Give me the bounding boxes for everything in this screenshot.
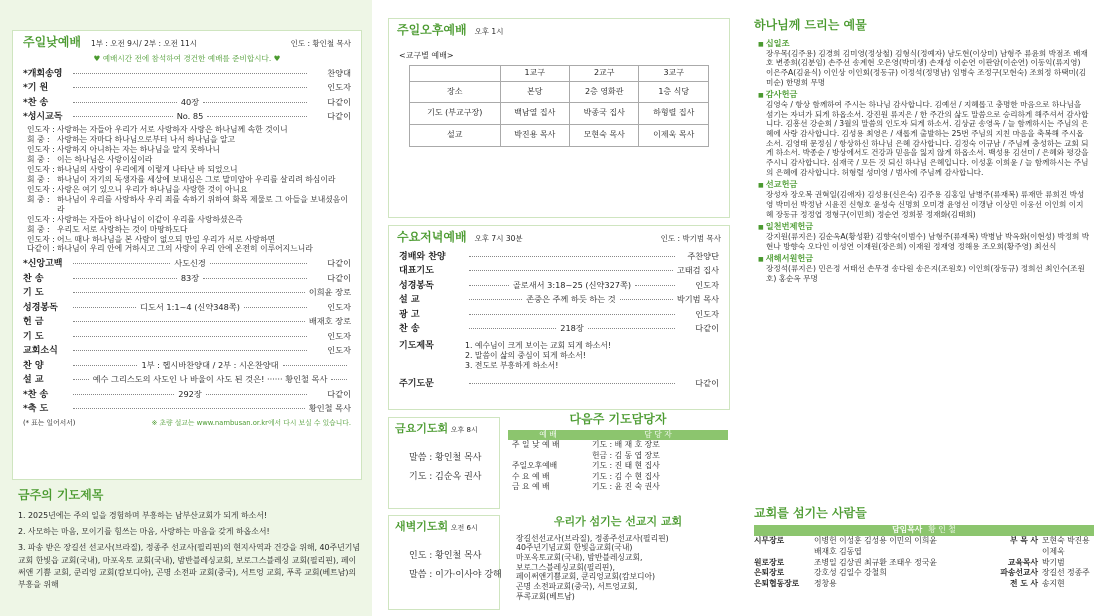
leader-dots xyxy=(73,365,137,366)
order-label: 헌 금 xyxy=(23,317,44,328)
wednesday-time: 오후 7시 30분 xyxy=(474,234,523,243)
leader-dots xyxy=(588,328,675,329)
server-names: 정창용 xyxy=(814,579,837,589)
responsive-speaker: 인도자 : xyxy=(27,124,55,134)
leader-dots xyxy=(469,256,675,257)
next-week-row xyxy=(508,440,728,451)
responsive-text: 어느 때나 하나님을 본 사람이 없으되 만일 우리가 서로 사랑하면 xyxy=(57,234,276,244)
server-names-2: 박기범 xyxy=(1042,557,1065,567)
order-label: 설 교 xyxy=(399,295,420,306)
offering-category: ■ 감사헌금 xyxy=(758,89,1090,100)
order-leader: 인도자 xyxy=(327,301,351,312)
table-cell: 박진용 목사 xyxy=(500,125,569,147)
assignment-role: 인도 : xyxy=(409,550,433,561)
prayer-item: 1. 2025년에는 주의 일을 경험하며 부흥하는 남부산교회가 되게 하소서! xyxy=(18,510,268,520)
responsive-speaker: 회 중 : xyxy=(27,194,50,204)
friday-prayer-title: 금요기도회 xyxy=(395,422,449,435)
offerings-title: 하나님께 드리는 예물 xyxy=(754,18,867,32)
order-row xyxy=(23,272,351,287)
table-cell: 하형렬 집사 xyxy=(639,103,709,125)
middle-column xyxy=(380,0,735,616)
wednesday-prayer-item: 2. 말씀이 삶의 중심이 되게 하소서! xyxy=(465,351,586,361)
next-week-cell: 기도 : 김 수 현 집사 xyxy=(592,471,660,481)
order-label: *찬 송 xyxy=(23,97,49,108)
table-cell: 본당 xyxy=(500,81,569,103)
responsive-speaker: 인도자 : xyxy=(27,144,55,154)
leader-dots xyxy=(620,299,673,300)
table-header xyxy=(410,66,501,82)
leader-dots xyxy=(73,379,89,380)
responsive-text: 이는 하나님은 사랑이심이라 xyxy=(57,154,153,164)
assignment-person: 이가·이사야 강해 xyxy=(435,570,502,581)
next-week-cell: 주일오후예배 xyxy=(512,461,558,471)
friday-prayer-time: 오후 8시 xyxy=(450,426,478,434)
server-names-2: 모현숙 박진용 xyxy=(1042,535,1090,545)
offerings-column xyxy=(748,0,1100,616)
morning-leader: 인도 : 황인철 목사 xyxy=(290,39,351,48)
table-row xyxy=(410,125,709,147)
order-leader: 고태검 집사 xyxy=(676,265,719,276)
assignment-person: 황인철 목사 xyxy=(435,452,482,463)
order-row xyxy=(23,315,351,330)
servers-title: 교회를 섬기는 사람들 xyxy=(754,506,867,520)
server-names: 이병헌 이성훈 김성용 이민의 이희윤 xyxy=(814,535,937,545)
assignment-person: 김순옥 권사 xyxy=(435,472,482,483)
server-row xyxy=(754,536,1094,547)
wednesday-worship-title: 수요저녁예배 xyxy=(397,230,467,244)
leader-dots xyxy=(635,285,675,286)
leader-dots xyxy=(283,365,347,366)
leader-dots xyxy=(207,116,307,117)
next-week-box xyxy=(508,412,728,510)
leader-dots xyxy=(469,328,556,329)
responsive-line xyxy=(27,155,349,165)
responsive-line xyxy=(27,125,349,135)
server-role-2: 부 목 사 xyxy=(1009,535,1038,545)
next-week-header-cell: 담 당 자 xyxy=(644,429,672,439)
order-label: 대표기도 xyxy=(399,266,434,277)
mission-line: 페이써앤기쁨교회, 쿤리엉교회(캄보디아) xyxy=(516,572,656,582)
responsive-line xyxy=(27,185,349,195)
order-row xyxy=(23,330,351,345)
server-row xyxy=(754,547,1094,558)
district-worship-label: <교구별 예배> xyxy=(399,50,454,60)
responsive-line xyxy=(27,215,349,225)
server-row xyxy=(754,525,1094,536)
server-role: 원로장로 xyxy=(754,557,785,567)
order-leader: 다같이 xyxy=(327,272,352,283)
responsive-speaker: 회 중 : xyxy=(27,224,50,234)
offering-names: 김영숙 / 항상 함께하여 주시는 하나님 감사합니다. 김예선 / 지혜롭고 충명한 마음으로 하나님을 섬기는 자녀가 되게 하옵소서. 강진원 류지은 / 한 주간의 삶도 말씀으로 승리하게 해주셔서 감사합니다. 김흥선 강순희 / 3월의 말씀의 인도자 되게 하소서. 김상균 송영옥 / 늘 함께하시는 주님의 은혜에 사랑 감사합니다. 김성용 최영은 / 새롭게 출발하는 25번 주님의 지친 마음을 축복해 주시옵소서. 김영태 문정심 / 항상하신 하나님 은혜 감사합니다. 김정숙 이규남 / 주님께 충성하는 교회 되게 하소서. 박종순 / 방상에서도 건강과 믿음을 잃지 않게 하옵소서. 백성용 김선미 / 은혜와 평강을 주시니 감사합니다. 심재국 / 모든 것 되신 하나님 은혜입니다. 이성훈 이희윤 / 늘 함께하시는 주님의 은혜에 감사합니다. 허형렬 성미영 / 범사에 주님께 감사합니다. xyxy=(766,100,1089,177)
order-label: *기 원 xyxy=(23,83,49,94)
order-label: 기 도 xyxy=(23,288,44,299)
assignment-line xyxy=(409,566,502,586)
dawn-prayer-time: 오전 6시 xyxy=(450,524,478,532)
order-content: 디도서 1:1~4 (신약348쪽) xyxy=(140,301,240,312)
afternoon-time: 오후 1시 xyxy=(474,27,504,36)
order-label: 설 교 xyxy=(23,375,44,386)
server-role: 시무장로 xyxy=(754,535,785,545)
responsive-line xyxy=(27,195,349,215)
assignment-line xyxy=(409,449,493,469)
responsive-text: 우리도 서로 사랑하는 것이 마땅하도다 xyxy=(57,224,188,234)
responsive-text: 사랑하지 아니하는 자는 하나님을 알지 못하나니 xyxy=(57,144,221,154)
responsive-text: 사랑하는 자들아 하나님이 이같이 우리를 사랑하셨은즉 xyxy=(57,214,243,224)
wednesday-prayer-item: 1. 예수님이 크게 보이는 교회 되게 하소서! xyxy=(465,340,611,350)
leader-dots xyxy=(203,278,307,279)
order-content: 1부 : 헵시바찬양대 / 2부 : 시온찬양대 xyxy=(141,359,279,370)
responsive-text: 하나님이 우리를 사랑하사 우리 죄를 속하기 위하여 화목 제물로 그 아들을 보내셨음이라 xyxy=(57,194,348,214)
responsive-text: 하나님이 우리 안에 거하시고 그의 사랑이 우리 안에 온전히 이루어지느니라 xyxy=(57,244,313,254)
order-label: 광 고 xyxy=(399,309,420,320)
leader-dots xyxy=(73,307,136,308)
next-week-row xyxy=(508,451,728,462)
wednesday-prayer-list xyxy=(465,341,611,372)
responsive-text: 사랑하는 자마다 하나님으로부터 나서 하나님을 알고 xyxy=(57,134,236,144)
leader-dots xyxy=(73,394,174,395)
leader-dots xyxy=(244,307,307,308)
order-leader: 인도자 xyxy=(327,330,351,341)
table-cell: 설교 xyxy=(410,125,501,147)
morning-worship-title: 주일낮예배 xyxy=(23,35,81,49)
mission-line: 40주년기념교회 한빛읍교회(국내) xyxy=(516,543,633,553)
leader-dots xyxy=(469,299,522,300)
offering-names: 장우목(김주용) 김경희 김미영(정상철) 김형식(정예자) 남도현(이상미) 남형주 류윤희 박점조 배재호 변종희(김분임) 손주선 송계현 오은영(박미생) 손재성 이순연 이판암(이순연) 이동익(류지영) 이은주A(김윤식) 이인상 이인회(정동규) 이정석(정명남) 임병숙 조정구(모현숙) 조희정 하택미(김미순) 한명희 무명 xyxy=(766,48,1088,87)
offerings-section xyxy=(754,18,1094,503)
server-role: 은퇴협동장로 xyxy=(754,579,800,589)
server-row xyxy=(754,558,1094,569)
next-week-header xyxy=(508,430,728,440)
order-leader: 배재호 장로 xyxy=(308,316,351,327)
next-week-cell: 기도 : 윤 진 숙 권사 xyxy=(592,482,660,492)
offering-category: ■ 새해서원헌금 xyxy=(758,253,1090,264)
order-row xyxy=(23,286,351,301)
afternoon-worship-title: 주일오후예배 xyxy=(397,23,467,37)
lords-prayer-label: 주기도문 xyxy=(399,378,434,389)
offering-names: 장정석(류지은) 민은정 서태선 손무경 송다원 송은지(조원호) 이인희(장동규) 정희선 최인수(조원호) 홍순옥 무명 xyxy=(766,264,1085,283)
responsive-text: 하나님이 자기의 독생자를 세상에 보내심은 그로 말미암아 우리를 살리려 하심이라 xyxy=(57,174,336,184)
responsive-reading xyxy=(13,125,361,255)
order-content: 83장 xyxy=(180,272,200,283)
friday-prayer-lines xyxy=(389,441,499,489)
leader-dots xyxy=(73,87,307,88)
next-week-cell: 수 요 예 배 xyxy=(512,471,550,481)
server-role-2: 전 도 사 xyxy=(1009,579,1038,589)
order-content: 골로새서 3:18~25 (신약327쪽) xyxy=(512,279,632,290)
order-leader: 이희윤 장로 xyxy=(308,287,351,298)
leader-dots xyxy=(73,321,305,322)
order-label: *개회송영 xyxy=(23,68,63,79)
server-names-2: 장길선 정종주 xyxy=(1042,568,1090,578)
next-week-row xyxy=(508,482,728,493)
sermon-website-note: ※ 초량 설교는 www.nambusan.or.kr에서 다시 보실 수 있습니다. xyxy=(151,418,351,427)
mission-line: 곤명 소전파교회(중국), 서트엉교회, xyxy=(516,582,638,592)
next-week-cell: 기도 : 배 재 호 장로 xyxy=(592,440,660,450)
leader-dots xyxy=(73,336,307,337)
order-leader: 찬양대 xyxy=(327,67,351,78)
weekly-prayer-list xyxy=(18,510,363,592)
order-label: *축 도 xyxy=(23,404,49,415)
offering-category: ■ 선교헌금 xyxy=(758,179,1090,190)
server-names: 황 인 철 xyxy=(928,524,956,534)
order-content: 40장 xyxy=(180,96,200,107)
leader-dots xyxy=(73,278,177,279)
next-week-title: 다음주 기도담당자 xyxy=(569,412,667,426)
order-content: 218장 xyxy=(560,323,584,334)
order-content: 존중은 주께 하듯 하는 것 xyxy=(526,294,616,305)
order-label: 성경봉독 xyxy=(399,280,434,291)
table-cell: 장소 xyxy=(410,81,501,103)
order-label: 찬 송 xyxy=(399,324,420,335)
order-label: 찬 양 xyxy=(23,360,44,371)
lords-prayer-leader: 다같이 xyxy=(695,377,719,388)
order-row xyxy=(23,388,351,403)
table-cell: 이제욱 목사 xyxy=(639,125,709,147)
table-header: 2교구 xyxy=(569,66,638,82)
order-leader: 인도자 xyxy=(695,308,719,319)
server-names: 조병일 김상권 최규환 조태우 정국윤 xyxy=(814,557,937,567)
order-row xyxy=(23,301,351,316)
assignment-person: 황인철 목사 xyxy=(435,550,482,561)
order-row xyxy=(23,402,351,417)
order-label: *성시교독 xyxy=(23,112,63,123)
wednesday-worship-box xyxy=(388,225,730,410)
leader-dots xyxy=(203,102,307,103)
table-row xyxy=(410,103,709,125)
order-row xyxy=(399,322,719,337)
wednesday-prayer-item: 3. 전도로 부흥하게 하소서! xyxy=(465,361,559,371)
dawn-prayer-box xyxy=(388,515,500,610)
table-row xyxy=(410,81,709,103)
afternoon-worship-box xyxy=(388,18,730,218)
responsive-speaker: 인도자 : xyxy=(27,184,55,194)
order-row xyxy=(23,67,351,82)
order-row xyxy=(399,279,719,294)
offering-names: 강지원(류지은) 김순옥A(황성환) 김향숙(이범수) 남형주(류재복) 박병남 박옥화(이현성) 박정희 박현나 방향숙 오다인 이성연 이재원(장은희) 이재원 정재영 정해용 조오희(황주영) 최선식 xyxy=(766,232,1090,251)
order-row xyxy=(23,96,351,111)
responsive-speaker: 인도자 : xyxy=(27,214,55,224)
assignment-role: 말씀 : xyxy=(409,452,433,463)
table-header: 3교구 xyxy=(639,66,709,82)
order-leader: 인도자 xyxy=(327,82,351,93)
district-table xyxy=(409,65,709,146)
table-header: 1교구 xyxy=(500,66,569,82)
weekly-prayer-title: 금주의 기도제목 xyxy=(18,488,104,502)
order-row xyxy=(23,81,351,96)
morning-order-list xyxy=(13,67,361,125)
next-week-cell: 금 요 예 배 xyxy=(512,482,550,492)
responsive-speaker: 회 중 : xyxy=(27,134,50,144)
order-label: 교회소식 xyxy=(23,346,58,357)
order-leader: 인도자 xyxy=(695,279,719,290)
morning-order-list-2 xyxy=(13,254,361,417)
leader-dots xyxy=(210,263,307,264)
missions-list xyxy=(508,530,728,606)
server-role xyxy=(754,547,808,558)
wednesday-prayer-label: 기도제목 xyxy=(399,340,434,351)
order-row xyxy=(23,373,351,388)
server-names-2: 송지현 xyxy=(1042,579,1065,589)
wednesday-leader: 인도 : 박기범 목사 xyxy=(660,234,721,243)
order-label: 성경봉독 xyxy=(23,302,58,313)
leader-dots xyxy=(469,270,673,271)
responsive-speaker: 회 중 : xyxy=(27,174,50,184)
order-content: 292장 xyxy=(178,388,202,399)
morning-times: 1부 : 오전 9시/ 2부 : 오전 11시 xyxy=(90,39,198,48)
leader-dots xyxy=(469,285,509,286)
offerings-list xyxy=(754,34,1094,286)
server-row xyxy=(754,579,1094,590)
order-leader: 황인철 목사 xyxy=(308,403,351,414)
next-week-cell: 주 일 낮 예 배 xyxy=(512,440,560,450)
leader-dots xyxy=(469,314,675,315)
mission-line: 보로그스블레싱교회(필리핀), xyxy=(516,562,615,572)
missions-title: 우리가 섬기는 선교지 교회 xyxy=(553,515,683,528)
server-names-2: 이제욱 xyxy=(1042,546,1065,556)
order-label: 경배와 찬양 xyxy=(399,251,446,262)
order-leader: 인도자 xyxy=(327,345,351,356)
leader-dots xyxy=(206,394,307,395)
next-week-cell: 헌금 : 김 동 엽 장로 xyxy=(592,450,660,460)
order-row xyxy=(23,257,351,272)
table-cell: 기도 (부교구장) xyxy=(410,103,501,125)
leader-dots xyxy=(73,408,305,409)
order-leader: 다같이 xyxy=(327,111,351,122)
order-content: No. 85 xyxy=(176,111,204,122)
responsive-line xyxy=(27,175,349,185)
server-role: 담임목사 xyxy=(892,524,923,534)
assignment-line xyxy=(409,547,495,567)
offering-category: ■ 일천번제헌금 xyxy=(758,221,1090,232)
next-week-row xyxy=(508,472,728,483)
table-cell: 박종국 집사 xyxy=(569,103,638,125)
prayer-item: 3. 파송 받은 장길선 선교사(브라질), 정종주 선교사(필리핀)의 현지사역과 건강을 위해, 40주년기념교회 한빛읍 교회(국내), 마포옥토 교회(국내), 밤반블레싱교회, 보로그스블레싱 교회(필리핀), 페이써앤 기쁨 교회, 쿤리엉 교회(캄보디아), 곤명 소전파 교회(중국), 서트엉 교회, 푸콕 교회(베트남)의 부흥을 위해 xyxy=(18,543,361,590)
order-row xyxy=(23,110,351,125)
table-cell: 1층 식당 xyxy=(639,81,709,103)
order-label: *신앙고백 xyxy=(23,259,63,270)
order-leader: 다같이 xyxy=(695,323,720,334)
responsive-speaker: 다같이 : xyxy=(27,244,55,254)
leader-dots xyxy=(73,102,177,103)
responsive-line xyxy=(27,235,349,245)
next-week-header-cell: 예 배 xyxy=(539,429,557,439)
order-row xyxy=(399,293,719,308)
order-row xyxy=(23,359,351,374)
next-week-cell xyxy=(508,451,588,462)
order-row xyxy=(399,308,719,323)
order-label: 기 도 xyxy=(23,331,44,342)
wednesday-order-list xyxy=(389,250,729,337)
dawn-prayer-lines xyxy=(389,539,502,587)
offering-category: ■ 십일조 xyxy=(758,38,1090,49)
server-row xyxy=(754,568,1094,579)
server-names: 강호성 김일수 강철희 xyxy=(814,568,887,578)
server-role-2: 파송선교사 xyxy=(1000,568,1038,578)
leader-dots xyxy=(73,116,173,117)
order-row xyxy=(399,264,719,279)
assignment-role: 기도 : xyxy=(409,472,433,483)
assignment-role: 말씀 : xyxy=(409,570,433,581)
leader-dots xyxy=(73,350,307,351)
responsive-text: 사랑은 여기 있으니 우리가 하나님을 사랑한 것이 아니요 xyxy=(57,184,248,194)
leader-dots xyxy=(331,379,347,380)
weekly-prayer-section xyxy=(18,488,363,595)
prayer-item: 2. 사모하는 마음, 모이기를 힘쓰는 마음, 사랑하는 마음을 갖게 하옵소서! xyxy=(18,527,270,537)
mission-line: 푸콕교회(베트남) xyxy=(516,591,575,601)
offering-names: 장성자 장오복 권혁일(김애자) 김성용(신은숙) 김주용 김홍일 남병주(류재복) 류재만 류희진 박성영 박미선 박정남 시윤진 신형호 윤성숙 신명희 오미경 윤영선 이갱남 이상민 이웅선 이인희 이지혜 장동규 정정엽 정형구(이민희) 정순연 정희봉 정재화(김태희) xyxy=(766,190,1085,219)
next-week-list xyxy=(508,440,728,493)
order-leader: 다같이 xyxy=(327,258,352,269)
order-leader: 다같이 xyxy=(327,388,352,399)
worship-notice: ♥ 예배시간 전에 참석하여 경건한 예배를 준비합시다. ♥ xyxy=(93,53,281,63)
servers-section xyxy=(754,506,1094,611)
leader-dots xyxy=(73,292,305,293)
mission-line: 마포옥토교회(국내), 밤반블레싱교회, xyxy=(516,552,643,562)
responsive-text: 사랑하는 자들아 우리가 서로 사랑하자 사랑은 하나님께 속한 것이니 xyxy=(57,124,288,134)
friday-prayer-box xyxy=(388,417,500,509)
missions-box xyxy=(508,515,728,610)
leader-dots xyxy=(73,73,307,74)
order-leader: 주찬양단 xyxy=(687,250,719,261)
responsive-line xyxy=(27,135,349,145)
responsive-line xyxy=(27,225,349,235)
servers-list xyxy=(754,525,1094,590)
server-role: 은퇴장로 xyxy=(754,568,785,578)
order-leader: 박기범 목사 xyxy=(676,294,720,305)
responsive-line xyxy=(27,165,349,175)
responsive-line xyxy=(27,145,349,155)
morning-column xyxy=(0,0,372,616)
order-row xyxy=(23,344,351,359)
responsive-speaker: 회 중 : xyxy=(27,154,50,164)
responsive-line xyxy=(27,244,349,254)
order-row xyxy=(399,250,719,265)
standing-footnote: (* 표는 일어서서) xyxy=(23,418,76,427)
next-week-row xyxy=(508,461,728,472)
leader-dots xyxy=(73,263,170,264)
server-role-2 xyxy=(984,547,1038,558)
morning-worship-box xyxy=(12,30,362,480)
table-cell: 백남열 집사 xyxy=(500,103,569,125)
order-content: 예수 그리스도의 사도인 나 바울이 사도 된 것은! ······ 황인철 목사 xyxy=(92,374,328,385)
order-leader: 다같이 xyxy=(327,96,352,107)
server-names: 배재호 김동엽 xyxy=(814,546,862,556)
table-cell: 모현숙 목사 xyxy=(569,125,638,147)
next-week-cell: 기도 : 진 태 현 집사 xyxy=(592,461,660,471)
server-role-2: 교육목사 xyxy=(1007,557,1038,567)
dawn-prayer-title: 새벽기도회 xyxy=(395,520,449,533)
responsive-speaker: 인도자 : xyxy=(27,164,55,174)
order-label: *찬 송 xyxy=(23,389,49,400)
order-label: 찬 송 xyxy=(23,273,44,284)
order-content: 사도신경 xyxy=(174,258,206,269)
responsive-speaker: 인도자 : xyxy=(27,234,55,244)
mission-line: 장길선선교사(브라질), 정종주선교사(필리핀) xyxy=(516,533,669,543)
assignment-line xyxy=(409,468,493,488)
responsive-text: 하나님의 사랑이 우리에게 이렇게 나타난 바 되었으니 xyxy=(57,164,238,174)
table-cell: 2층 영화관 xyxy=(569,81,638,103)
